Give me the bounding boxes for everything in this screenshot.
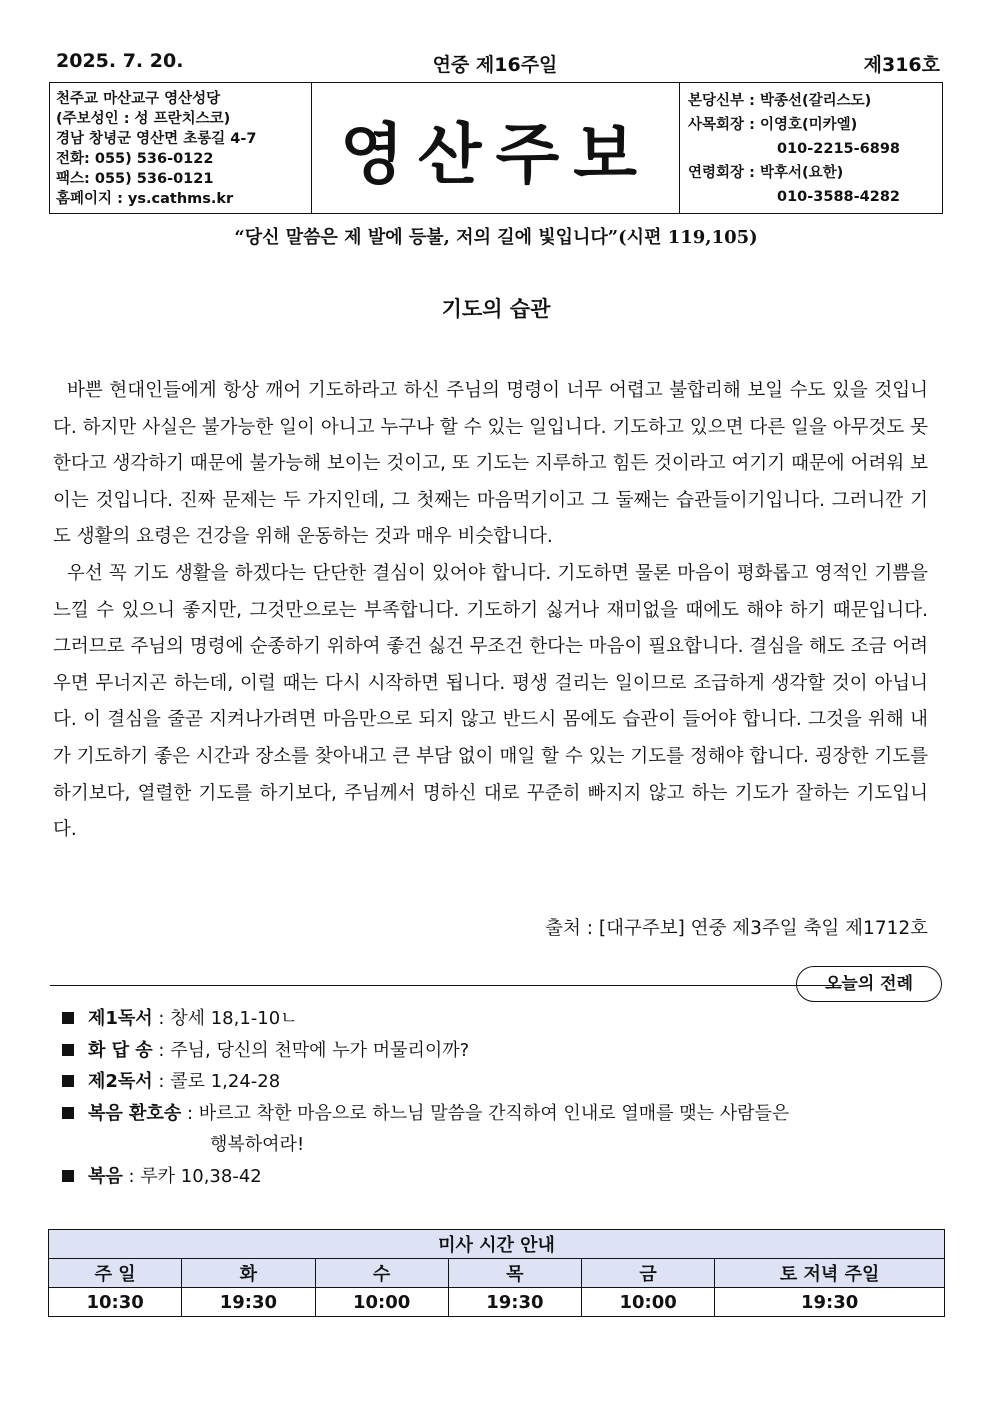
- reading-item: [60, 1035, 940, 1067]
- mass-times-caption: 미사 시간 안내: [49, 1230, 945, 1259]
- reading-label: 복음 환호송: [88, 1102, 182, 1124]
- parish-homepage: 홈페이지 : ys.cathms.kr: [56, 191, 234, 207]
- council-row: 사목회장 : 이영호(미카엘): [688, 117, 858, 133]
- scripture-motto: “당신 말씀은 제 발에 등불, 저의 길에 빛입니다”(시편 119,105): [234, 227, 758, 248]
- reading-item: [60, 1161, 940, 1193]
- liturgical-week: 연중 제16주일: [432, 54, 558, 76]
- council-name: 이영호(미카엘): [759, 117, 858, 133]
- bulletin-date: 2025. 7. 20.: [56, 50, 184, 72]
- masthead: [49, 82, 943, 214]
- reading-separator: :: [122, 1165, 141, 1187]
- parish-name: 천주교 마산교구 영산성당: [56, 91, 221, 107]
- patron-saint: (주보성인 : 성 프란치스코): [56, 111, 231, 127]
- article-source: 출처 : [대구주보] 연중 제3주일 축일 제1712호: [545, 918, 928, 939]
- article-paragraph: 우선 꼭 기도 생활을 하겠다는 단단한 결심이 있어야 합니다. 기도하면 물론 마음이 평화롭고 영적인 기쁨을 느낄 수 있으니 좋지만, 그것만으로는 부족합니다. 기도하기 싫거나 재미없을 때에도 해야 하기 때문입니다. 그러므로 주님의 명령에 순종하기 위하여 좋건 싫건 무조건 한다는 마음이 필요합니다. 결심을 해도 조금 어려우면 무너지곤 하는데, 이럴 때는 다시 시작하면 됩니다. 평생 걸리는 일이므로 조급하게 생각할 것이 아닙니다. 이 결심을 줄곧 지켜나가려면 마음만으로 되지 않고 반드시 몸에도 습관이 들어야 합니다. 그것을 위해 내가 기도하기 좋은 시간과 장소를 찾아내고 큰 부담 없이 매일 할 수 있는 기도를 정해야 합니다. 굉장한 기도를 하기보다, 열렬한 기도를 하기보다, 주님께서 명하신 대로 꾸준히 빠지지 않고 하는 기도가 잘하는 기도입니다.: [53, 562, 929, 841]
- reading-continuation: 행복하여라!: [210, 1134, 305, 1155]
- reading-text: 주님, 당신의 천막에 누가 머물리이까?: [170, 1039, 470, 1061]
- bullet-square-icon: [62, 1107, 74, 1119]
- day-header: 수: [315, 1259, 448, 1288]
- council-label: 사목회장: [688, 117, 745, 133]
- bullet-square-icon: [62, 1075, 74, 1087]
- day-header: 목: [448, 1259, 581, 1288]
- day-header: 화: [182, 1259, 315, 1288]
- assoc-phone: 010-3588-4282: [777, 189, 901, 205]
- pastor-row: 본당신부 : 박종선(갈리스도): [688, 93, 872, 109]
- assoc-name: 박후서(요한): [759, 165, 844, 181]
- day-header: 토 저녁 주일: [715, 1259, 945, 1288]
- reading-label: 복음: [88, 1165, 123, 1187]
- staff-info: [680, 83, 942, 219]
- reading-item: [60, 1066, 940, 1098]
- parish-address: 경남 창녕군 영산면 초롱길 4-7: [56, 131, 257, 147]
- reading-text: 루카 10,38-42: [140, 1165, 262, 1187]
- readings-list: [60, 1003, 940, 1192]
- reading-separator: :: [152, 1039, 171, 1061]
- bullet-square-icon: [62, 1044, 74, 1056]
- section-divider: [50, 985, 842, 986]
- article-paragraph: 바쁜 현대인들에게 항상 깨어 기도하라고 하신 주님의 명령이 너무 어렵고 불합리해 보일 수도 있을 것입니다. 하지만 사실은 불가능한 일이 아니고 누구나 할 수 있는 일입니다. 기도하고 있으면 다른 일을 아무것도 못한다고 생각하기 때문에 불가능해 보이는 것이고, 또 기도는 지루하고 힘든 것이라고 여기기 때문에 어려워 보이는 것입니다. 진짜 문제는 두 가지인데, 그 첫째는 마음먹기이고 그 둘째는 습관들이기입니다. 그러니깐 기도 생활의 요령은 건강을 위해 운동하는 것과 매우 비슷합니다.: [53, 380, 929, 548]
- reading-item: [60, 1003, 940, 1035]
- assoc-label: 연령회장: [688, 165, 745, 181]
- article-body: [53, 373, 928, 849]
- reading-text: 바르고 착한 마음으로 하느님 말씀을 간직하여 인내로 열매를 맺는 사람들은: [198, 1102, 790, 1124]
- mass-time-cell: 19:30: [182, 1288, 315, 1317]
- liturgy-badge: 오늘의 전례: [796, 966, 942, 1002]
- reading-separator: :: [181, 1102, 199, 1124]
- parish-info: [50, 83, 312, 213]
- parish-fax: 팩스: 055) 536-0121: [56, 171, 214, 187]
- issue-number: 제316호: [863, 54, 940, 76]
- reading-text: 창세 18,1-10ㄴ: [170, 1008, 298, 1029]
- mass-time-cell: 10:30: [49, 1288, 182, 1317]
- mass-time-cell: 10:00: [582, 1288, 715, 1317]
- council-phone: 010-2215-6898: [777, 141, 901, 157]
- masthead-title-box: [312, 83, 680, 213]
- reading-label: 화 답 송: [88, 1039, 153, 1061]
- article-title: 기도의 습관: [441, 297, 551, 321]
- pastor-name: 박종선(갈리스도): [759, 93, 872, 109]
- reading-separator: :: [152, 1008, 171, 1029]
- reading-label: 제1독서: [88, 1008, 153, 1029]
- bullet-square-icon: [62, 1012, 74, 1024]
- mass-times-table: [48, 1229, 945, 1317]
- mass-time-cell: 19:30: [448, 1288, 581, 1317]
- reading-label: 제2독서: [88, 1071, 153, 1092]
- parish-phone: 전화: 055) 536-0122: [56, 151, 214, 167]
- day-header: 주 일: [49, 1259, 182, 1288]
- reading-text: 콜로 1,24-28: [170, 1071, 281, 1092]
- top-header: [50, 48, 940, 78]
- day-header: 금: [582, 1259, 715, 1288]
- bullet-square-icon: [62, 1170, 74, 1182]
- bulletin-title: 영산주보: [339, 114, 652, 193]
- reading-separator: :: [152, 1071, 171, 1092]
- reading-item: [60, 1098, 940, 1130]
- pastor-label: 본당신부: [688, 93, 745, 109]
- assoc-row: 연령회장 : 박후서(요한): [688, 165, 844, 181]
- mass-time-cell: 10:00: [315, 1288, 448, 1317]
- mass-time-cell: 19:30: [715, 1288, 945, 1317]
